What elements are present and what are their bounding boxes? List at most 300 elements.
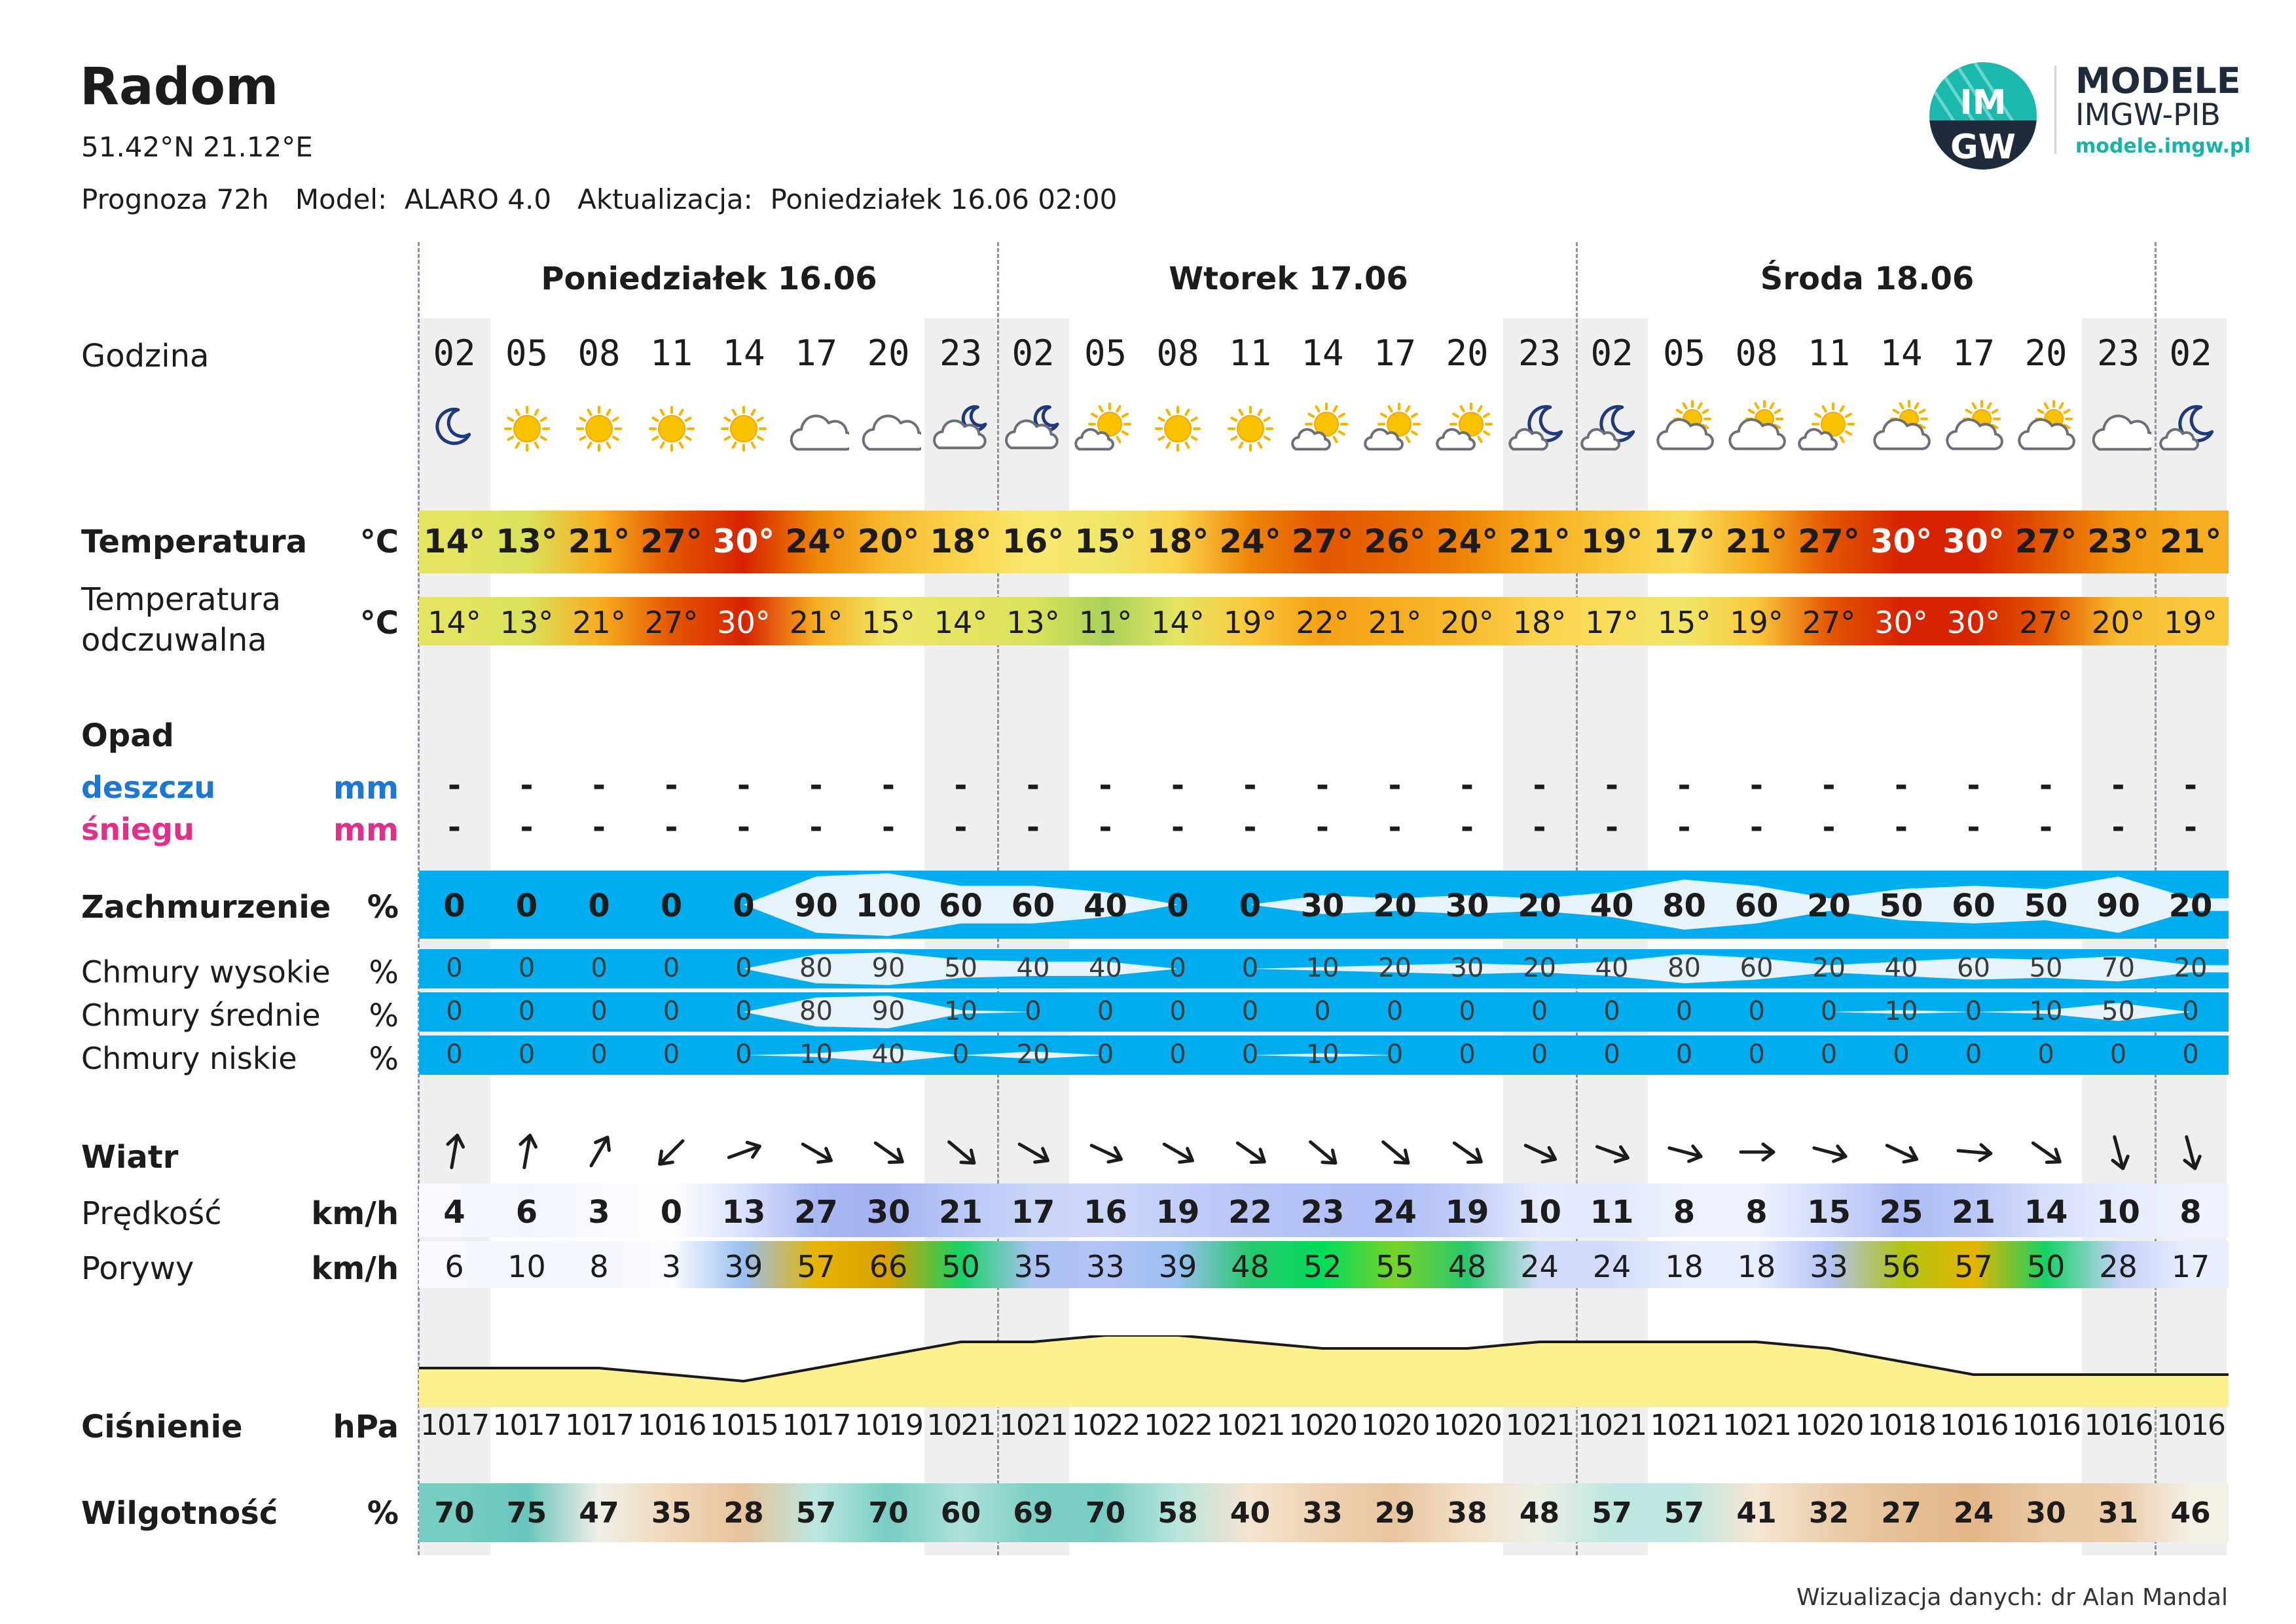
wind-arrow-icon — [2168, 1129, 2214, 1175]
wind-speed-value: 19 — [1445, 1194, 1489, 1231]
cloud-low-value: 0 — [446, 1039, 463, 1070]
cloud-total-value: 20 — [1373, 888, 1417, 924]
rain-value: - — [809, 767, 823, 804]
rain-value: - — [448, 767, 461, 804]
cloud-total-value: 100 — [855, 888, 922, 924]
cloud-total-value: 90 — [2096, 888, 2140, 924]
cloud-mid-value: 0 — [1675, 996, 1693, 1026]
imgw-logo — [1927, 60, 2039, 171]
wind-speed-value: 10 — [1518, 1194, 1561, 1231]
humidity-value: 27 — [1881, 1496, 1922, 1530]
wind-arrow-icon — [431, 1129, 477, 1175]
gust-value: 50 — [941, 1249, 980, 1284]
humidity-value: 35 — [651, 1496, 692, 1530]
hour-label: 08 — [1735, 333, 1778, 374]
cloud-total-value: 90 — [794, 888, 838, 924]
wind-speed-value: 23 — [1300, 1194, 1345, 1231]
gust-value: 52 — [1303, 1249, 1342, 1284]
snow-value: - — [665, 809, 678, 846]
humidity-value: 70 — [434, 1496, 475, 1530]
row-label-hour: Godzina — [81, 338, 210, 374]
wind-arrow-icon — [1300, 1129, 1345, 1175]
gust-value: 57 — [797, 1249, 835, 1284]
pressure-value: 1021 — [1505, 1409, 1574, 1442]
wind-speed-value: 8 — [1745, 1194, 1768, 1231]
gust-value: 6 — [445, 1249, 464, 1284]
cloud-high-value: 40 — [1595, 953, 1629, 983]
unit-gusts: km/h — [311, 1250, 399, 1287]
cloud-mid-value: 0 — [1314, 996, 1331, 1026]
cloud-low-value: 0 — [1820, 1039, 1838, 1070]
temperature-value: 30° — [1870, 522, 1933, 560]
humidity-value: 75 — [506, 1496, 547, 1530]
feels-like-value: 15° — [862, 605, 915, 640]
wind-arrow-icon — [938, 1129, 984, 1175]
cloud-high-value: 60 — [1740, 953, 1774, 983]
cloud-total-value: 20 — [1807, 888, 1851, 924]
cloud-high-value: 30 — [1450, 953, 1484, 983]
gust-value: 24 — [1592, 1249, 1631, 1284]
cloud-low-value: 0 — [1097, 1039, 1114, 1070]
logo-emblem-text-top: IM — [1959, 83, 2007, 122]
cloud-mid-value: 0 — [1820, 996, 1838, 1026]
temperature-value: 24° — [1219, 522, 1281, 560]
wind-speed-value: 21 — [939, 1194, 983, 1231]
snow-value: - — [1677, 809, 1691, 846]
snow-value: - — [1027, 809, 1040, 846]
unit-clouds-high: % — [369, 954, 399, 991]
temperature-value: 24° — [1436, 522, 1499, 560]
wind-speed-value: 24 — [1373, 1194, 1417, 1231]
wind-arrow-icon — [1662, 1129, 1707, 1175]
cloud-icon — [2086, 399, 2151, 458]
cloud-high-value: 40 — [1884, 953, 1918, 983]
gust-value: 66 — [869, 1249, 908, 1284]
snow-value: - — [1171, 809, 1184, 846]
cloud-high-value: 50 — [2029, 953, 2063, 983]
rain-value: - — [665, 767, 678, 804]
cloud-total-value: 0 — [515, 888, 538, 924]
pressure-value: 1016 — [637, 1409, 706, 1442]
feels-like-value: 22° — [1296, 605, 1349, 640]
cloud-mid-value: 0 — [663, 996, 680, 1026]
gust-value: 28 — [2099, 1249, 2138, 1284]
cloud-low-value: 0 — [1748, 1039, 1765, 1070]
row-label-humidity: Wilgotność — [81, 1495, 278, 1532]
forecast-range: Prognoza 72h — [81, 183, 269, 215]
unit-clouds: % — [367, 889, 399, 926]
humidity-value: 60 — [940, 1496, 981, 1530]
wind-arrow-icon — [1228, 1129, 1273, 1175]
cloud-icon — [856, 399, 921, 458]
model-label: Model: — [295, 183, 388, 215]
row-label-gusts: Porywy — [81, 1250, 194, 1287]
temperature-value: 21° — [568, 522, 630, 560]
wind-arrow-icon — [1517, 1129, 1563, 1175]
gust-value: 50 — [2026, 1249, 2066, 1284]
cloud-sun-icon — [2013, 399, 2079, 458]
gust-value: 48 — [1231, 1249, 1269, 1284]
humidity-value: 70 — [868, 1496, 909, 1530]
temperature-value: 20° — [857, 522, 920, 560]
row-label-clouds-mid: Chmury średnie — [81, 998, 321, 1033]
rain-value: - — [1967, 767, 1980, 804]
hour-label: 20 — [867, 333, 910, 374]
gust-value: 10 — [507, 1249, 546, 1284]
humidity-value: 57 — [1664, 1496, 1705, 1530]
hour-label: 08 — [577, 333, 621, 374]
hour-label: 23 — [1518, 333, 1561, 374]
pressure-value: 1021 — [999, 1409, 1067, 1442]
cloud-high-value: 20 — [1378, 953, 1412, 983]
row-label-pressure: Ciśnienie — [81, 1409, 243, 1445]
day-header-1: Poniedziałek 16.06 — [541, 261, 877, 297]
feels-like-value: 19° — [1730, 605, 1783, 640]
cloud-low-value: 0 — [1893, 1039, 1910, 1070]
pressure-chart — [419, 1335, 2229, 1407]
hour-label: 02 — [1011, 333, 1055, 374]
snow-value: - — [2039, 809, 2052, 846]
humidity-value: 33 — [1302, 1496, 1343, 1530]
rain-value: - — [737, 767, 750, 804]
cloud-high-value: 0 — [1169, 953, 1186, 983]
hour-label: 17 — [1373, 333, 1417, 374]
feels-like-value: 27° — [1802, 605, 1856, 640]
pressure-value: 1021 — [1650, 1409, 1719, 1442]
cloud-high-value: 40 — [1016, 953, 1050, 983]
sun-cloud-icon — [1362, 399, 1428, 458]
gust-value: 35 — [1013, 1249, 1053, 1284]
cloud-total-value: 20 — [1518, 888, 1561, 924]
wind-speed-value: 0 — [660, 1194, 683, 1231]
snow-value: - — [1605, 809, 1618, 846]
wind-speed-value: 16 — [1084, 1194, 1127, 1231]
cloud-total-value: 50 — [1879, 888, 1923, 924]
hour-label: 23 — [2096, 333, 2140, 374]
cloud-moon-icon — [1000, 399, 1066, 458]
rain-value: - — [1243, 767, 1257, 804]
wind-speed-value: 14 — [2024, 1194, 2068, 1231]
feels-like-value: 14° — [934, 605, 988, 640]
cloud-low-value: 0 — [591, 1039, 608, 1070]
city-name: Radom — [80, 58, 279, 117]
logo-title: MODELE — [2075, 60, 2241, 101]
feels-like-value: 18° — [1512, 605, 1567, 640]
wind-arrow-icon — [1878, 1129, 1924, 1175]
humidity-value: 47 — [579, 1496, 619, 1530]
sun-icon — [494, 399, 560, 458]
row-label-clouds-high: Chmury wysokie — [81, 954, 331, 990]
cloud-low-value: 40 — [871, 1039, 905, 1070]
pressure-value: 1021 — [926, 1409, 995, 1442]
wind-speed-value: 22 — [1228, 1194, 1272, 1231]
rain-value: - — [1171, 767, 1184, 804]
logo-divider — [2054, 65, 2056, 154]
humidity-value: 29 — [1374, 1496, 1415, 1530]
hour-label: 05 — [1662, 333, 1706, 374]
pressure-value: 1020 — [1288, 1409, 1357, 1442]
hour-label: 11 — [649, 333, 693, 374]
pressure-value: 1022 — [1071, 1409, 1140, 1442]
day-header-3: Środa 18.06 — [1760, 261, 1975, 297]
cloud-high-value: 0 — [735, 953, 752, 983]
hour-label: 14 — [722, 333, 765, 374]
cloud-mid-value: 0 — [518, 996, 536, 1026]
unit-humidity: % — [367, 1495, 399, 1532]
wind-speed-value: 10 — [2096, 1194, 2140, 1231]
humidity-value: 30 — [2026, 1496, 2066, 1530]
hour-label: 02 — [2169, 333, 2212, 374]
cloud-total-value: 60 — [1011, 888, 1055, 924]
cloud-low-value: 0 — [1169, 1039, 1186, 1070]
feels-like-value: 13° — [500, 605, 554, 640]
cloud-high-value: 80 — [1667, 953, 1701, 983]
cloud-low-value: 0 — [1675, 1039, 1693, 1070]
feels-like-value: 30° — [717, 605, 771, 640]
temperature-value: 27° — [1291, 522, 1354, 560]
wind-arrow-icon — [866, 1129, 911, 1175]
snow-value: - — [1895, 809, 1908, 846]
humidity-value: 24 — [1953, 1496, 1994, 1530]
row-label-rain: deszczu — [81, 770, 216, 805]
gust-value: 18 — [1737, 1249, 1776, 1284]
wind-arrow-icon — [2023, 1129, 2069, 1175]
wind-speed-value: 6 — [515, 1194, 538, 1231]
humidity-value: 40 — [1230, 1496, 1271, 1530]
cloud-high-value: 90 — [871, 953, 905, 983]
cloud-low-value: 0 — [2109, 1039, 2127, 1070]
cloud-mid-value: 0 — [1386, 996, 1404, 1026]
snow-value: - — [520, 809, 534, 846]
wind-speed-value: 3 — [588, 1194, 610, 1231]
humidity-value: 32 — [1808, 1496, 1850, 1530]
temperature-value: 21° — [1508, 522, 1571, 560]
rain-value: - — [1750, 767, 1763, 804]
temperature-value: 18° — [930, 522, 992, 560]
wind-speed-value: 15 — [1807, 1194, 1851, 1231]
cloud-high-value: 40 — [1089, 953, 1122, 983]
gust-value: 39 — [1158, 1249, 1197, 1284]
cloud-low-value: 0 — [2182, 1039, 2199, 1070]
cloud-total-value: 40 — [1084, 888, 1127, 924]
rain-value: - — [520, 767, 534, 804]
cloud-total-value: 50 — [2024, 888, 2068, 924]
snow-value: - — [954, 809, 968, 846]
wind-speed-value: 30 — [866, 1194, 911, 1231]
wind-arrow-icon — [1010, 1129, 1056, 1175]
wind-speed-value: 13 — [721, 1194, 766, 1231]
gust-value: 17 — [2171, 1249, 2210, 1284]
feels-like-value: 11° — [1078, 605, 1133, 640]
rain-value: - — [1316, 767, 1329, 804]
cloud-low-value: 0 — [663, 1039, 680, 1070]
temperature-value: 24° — [785, 522, 847, 560]
gust-value: 48 — [1448, 1249, 1487, 1284]
cloud-mid-value: 0 — [1531, 996, 1548, 1026]
rain-value: - — [1099, 767, 1112, 804]
cloud-mid-value: 0 — [1097, 996, 1114, 1026]
cloud-high-value: 0 — [1241, 953, 1259, 983]
feels-like-value: 21° — [1368, 605, 1422, 640]
unit-temperature: °C — [359, 524, 399, 560]
cloud-mid-value: 0 — [1748, 996, 1765, 1026]
cloud-mid-value: 0 — [591, 996, 608, 1026]
temperature-value: 27° — [2014, 522, 2077, 560]
cloud-mid-value: 10 — [2029, 996, 2063, 1026]
moon-icon — [422, 399, 487, 458]
gust-value: 55 — [1376, 1249, 1414, 1284]
cloud-mid-value: 0 — [1025, 996, 1042, 1026]
unit-wind-speed: km/h — [311, 1195, 399, 1232]
humidity-value: 58 — [1157, 1496, 1198, 1530]
rain-value: - — [2039, 767, 2052, 804]
row-label-wind-speed: Prędkość — [81, 1195, 222, 1232]
cloud-high-value: 0 — [663, 953, 680, 983]
rain-value: - — [954, 767, 968, 804]
wind-arrow-icon — [793, 1129, 839, 1175]
cloud-high-value: 0 — [446, 953, 463, 983]
humidity-value: 41 — [1736, 1496, 1777, 1530]
cloud-total-value: 60 — [1952, 888, 1995, 924]
temperature-value: 26° — [1364, 522, 1426, 560]
logo-url[interactable]: modele.imgw.pl — [2075, 135, 2251, 158]
feels-like-value: 20° — [2091, 605, 2145, 640]
hour-label: 05 — [505, 333, 549, 374]
pressure-value: 1019 — [854, 1409, 922, 1442]
hour-label: 17 — [794, 333, 838, 374]
temperature-value: 27° — [640, 522, 702, 560]
rain-value: - — [2111, 767, 2125, 804]
gust-value: 3 — [661, 1249, 682, 1284]
row-label-precip: Opad — [81, 717, 174, 754]
wind-arrow-icon — [1372, 1129, 1418, 1175]
snow-value: - — [592, 809, 606, 846]
cloud-mid-value: 0 — [1241, 996, 1259, 1026]
cloud-low-value: 0 — [1603, 1039, 1620, 1070]
pressure-value: 1018 — [1867, 1409, 1935, 1442]
gust-value: 8 — [589, 1249, 609, 1284]
cloud-total-value: 80 — [1662, 888, 1706, 924]
cloud-sun-icon — [1724, 399, 1789, 458]
temperature-value: 27° — [1798, 522, 1860, 560]
wind-speed-value: 8 — [2179, 1194, 2202, 1231]
hour-label: 20 — [1446, 333, 1489, 374]
rain-value: - — [882, 767, 895, 804]
cloud-sun-icon — [1868, 399, 1934, 458]
cloud-total-value: 0 — [660, 888, 683, 924]
snow-value: - — [1461, 809, 1474, 846]
cloud-mid-value: 0 — [735, 996, 752, 1026]
cloud-high-value: 0 — [518, 953, 536, 983]
coordinates: 51.42°N 21.12°E — [81, 131, 313, 163]
hour-label: 20 — [2024, 333, 2068, 374]
gust-value: 57 — [1954, 1249, 1993, 1284]
snow-value: - — [1316, 809, 1329, 846]
unit-feels-like: °C — [359, 605, 399, 641]
cloud-mid-value: 90 — [871, 996, 905, 1026]
humidity-value: 69 — [1013, 1496, 1053, 1530]
humidity-value: 70 — [1085, 1496, 1126, 1530]
temperature-value: 17° — [1653, 522, 1715, 560]
sun-icon — [711, 399, 776, 458]
pressure-value: 1016 — [1939, 1409, 2008, 1442]
cloud-low-value: 10 — [1305, 1039, 1339, 1070]
row-label-wind: Wiatr — [81, 1139, 179, 1176]
snow-value: - — [1243, 809, 1257, 846]
humidity-value: 38 — [1447, 1496, 1487, 1530]
snow-value: - — [737, 809, 750, 846]
cloud-mid-value: 0 — [1459, 996, 1476, 1026]
snow-value: - — [1388, 809, 1402, 846]
footer-credit: Wizualizacja danych: dr Alan Mandal — [1796, 1584, 2228, 1611]
pressure-value: 1022 — [1144, 1409, 1212, 1442]
rain-value: - — [1461, 767, 1474, 804]
temperature-value: 19° — [1580, 522, 1643, 560]
cloud-total-value: 40 — [1590, 888, 1634, 924]
cloud-total-value: 60 — [939, 888, 983, 924]
feels-like-value: 19° — [2164, 605, 2217, 640]
wind-arrow-icon — [649, 1129, 695, 1175]
pressure-value: 1021 — [1578, 1409, 1646, 1442]
rain-value: - — [1388, 767, 1402, 804]
feels-like-value: 20° — [1440, 605, 1494, 640]
model-value: ALARO 4.0 — [404, 183, 552, 215]
snow-value: - — [2111, 809, 2125, 846]
cloud-mid-value: 0 — [2182, 996, 2199, 1026]
cloud-mid-value: 10 — [1884, 996, 1918, 1026]
pressure-value: 1020 — [1795, 1409, 1863, 1442]
feels-like-value: 19° — [1223, 605, 1277, 640]
wind-arrow-icon — [576, 1129, 622, 1175]
rain-value: - — [1027, 767, 1040, 804]
forecast-meta — [81, 183, 1117, 215]
temperature-value: 14° — [423, 522, 486, 560]
hour-label: 17 — [1952, 333, 1995, 374]
moon-cloud-icon — [1579, 399, 1645, 458]
sun-cloud-icon — [1796, 399, 1862, 458]
humidity-value: 31 — [2098, 1496, 2139, 1530]
cloud-total-value: 30 — [1445, 888, 1489, 924]
cloud-low-value: 0 — [1241, 1039, 1259, 1070]
feels-like-value: 13° — [1006, 605, 1060, 640]
temperature-value: 15° — [1074, 522, 1137, 560]
pressure-value: 1021 — [1722, 1409, 1791, 1442]
humidity-value: 57 — [1592, 1496, 1632, 1530]
humidity-value: 48 — [1519, 1496, 1560, 1530]
cloud-low-value: 0 — [952, 1039, 970, 1070]
cloud-mid-value: 0 — [1965, 996, 1982, 1026]
row-label-feels-like-1: Temperatura — [81, 581, 281, 618]
feels-like-value: 14° — [1151, 605, 1205, 640]
unit-clouds-mid: % — [369, 998, 399, 1034]
cloud-mid-value: 10 — [944, 996, 977, 1026]
wind-arrow-icon — [1734, 1129, 1779, 1175]
cloud-total-value: 30 — [1300, 888, 1345, 924]
day-header-2: Wtorek 17.06 — [1169, 261, 1408, 297]
gust-value: 56 — [1882, 1249, 1921, 1284]
pressure-value: 1017 — [565, 1409, 633, 1442]
snow-value: - — [882, 809, 895, 846]
row-label-clouds-low: Chmury niskie — [81, 1041, 297, 1076]
cloud-mid-value: 80 — [799, 996, 833, 1026]
cloud-total-value: 0 — [588, 888, 610, 924]
rain-value: - — [1533, 767, 1546, 804]
moon-cloud-icon — [1507, 399, 1573, 458]
feels-like-value: 27° — [644, 605, 699, 640]
gust-value: 39 — [724, 1249, 763, 1284]
feels-like-value: 30° — [1946, 605, 2001, 640]
cloud-high-value: 10 — [1305, 953, 1339, 983]
